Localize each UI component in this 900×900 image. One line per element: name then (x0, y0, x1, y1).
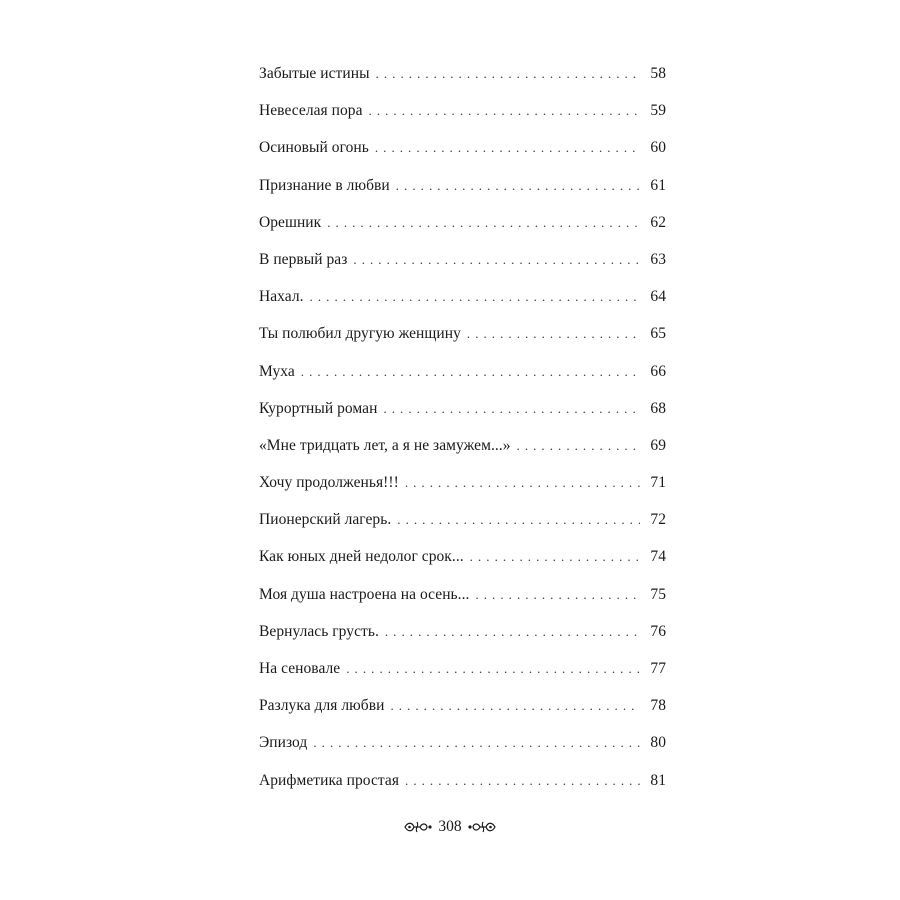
toc-leader-dots (405, 468, 640, 498)
toc-entry-title: Осиновый огонь (259, 139, 369, 157)
toc-entry-title: Эпизод (259, 734, 308, 752)
toc-entry-title: Арифметика простая (259, 771, 400, 789)
toc-entry-page: 65 (650, 325, 666, 343)
toc-entry (259, 282, 666, 319)
toc-entry (259, 394, 666, 431)
toc-entry (259, 691, 666, 728)
toc-entry-page: 63 (650, 250, 666, 268)
toc-entry (259, 468, 666, 505)
toc-leader-dots (375, 133, 640, 163)
table-of-contents (259, 59, 666, 803)
toc-entry-page: 61 (650, 176, 666, 194)
toc-entry (259, 617, 666, 654)
toc-entry (259, 431, 666, 468)
toc-entry-title: В первый раз (259, 250, 348, 268)
toc-entry-page: 58 (650, 65, 666, 82)
toc-entry-title: Пионерский лагерь. (259, 511, 392, 529)
toc-leader-dots (517, 431, 640, 461)
toc-entry (259, 728, 666, 765)
toc-entry-title: Разлука для любви (259, 697, 385, 715)
toc-entry-page: 78 (650, 697, 666, 715)
toc-leader-dots (353, 245, 640, 275)
toc-entry (259, 208, 666, 245)
toc-entry-page: 68 (650, 399, 666, 417)
toc-leader-dots (376, 59, 640, 89)
toc-entry (259, 654, 666, 691)
toc-entry-title: Признание в любви (259, 176, 390, 194)
toc-entry-page: 59 (650, 102, 666, 120)
toc-leader-dots (475, 580, 640, 610)
toc-entry-page: 74 (650, 548, 666, 566)
toc-entry-page: 76 (650, 622, 666, 640)
toc-entry (259, 766, 666, 803)
toc-leader-dots (470, 542, 640, 572)
toc-entry (259, 133, 666, 170)
ornament-right-icon (467, 819, 497, 835)
toc-entry (259, 96, 666, 133)
toc-entry-page: 64 (650, 288, 666, 306)
toc-leader-dots (385, 617, 640, 647)
toc-entry-title: Забытые истины (259, 65, 370, 82)
toc-entry-title: Моя душа настроена на осень... (259, 585, 470, 603)
toc-entry-page: 69 (650, 436, 666, 454)
toc-entry-title: Нахал. (259, 288, 304, 306)
ornament-left-icon (403, 819, 433, 835)
toc-entry (259, 319, 666, 356)
toc-entry-title: Вернулась грусть. (259, 622, 379, 640)
toc-leader-dots (346, 654, 640, 684)
toc-leader-dots (467, 319, 640, 349)
toc-entry-title: Хочу продолженья!!! (259, 474, 399, 492)
toc-leader-dots (301, 357, 640, 387)
toc-leader-dots (369, 96, 640, 126)
toc-entry-page: 71 (650, 474, 666, 492)
toc-leader-dots (396, 171, 640, 201)
toc-entry-page: 66 (650, 362, 666, 380)
toc-leader-dots (397, 505, 640, 535)
toc-leader-dots (313, 728, 640, 758)
toc-entry (259, 542, 666, 579)
toc-leader-dots (383, 394, 640, 424)
toc-entry-page: 72 (650, 511, 666, 529)
page-number: 308 (438, 818, 462, 835)
toc-entry-page: 60 (650, 139, 666, 157)
toc-entry-title: Курортный роман (259, 399, 378, 417)
toc-entry (259, 357, 666, 394)
toc-entry-page: 80 (650, 734, 666, 752)
toc-entry (259, 505, 666, 542)
toc-leader-dots (390, 691, 640, 721)
toc-entry-page: 77 (650, 660, 666, 677)
toc-entry-title: Орешник (259, 213, 322, 231)
toc-entry (259, 171, 666, 208)
toc-entry-title: Как юных дней недолог срок... (259, 548, 464, 566)
toc-entry (259, 580, 666, 617)
toc-leader-dots (327, 208, 640, 238)
toc-entry-title: «Мне тридцать лет, а я не замужем...» (259, 436, 511, 454)
toc-entry (259, 59, 666, 96)
toc-entry-title: Невеселая пора (259, 102, 363, 120)
toc-entry-page: 81 (650, 771, 666, 789)
toc-leader-dots (310, 282, 640, 312)
toc-entry-page: 62 (650, 213, 666, 231)
toc-entry-title: На сеновале (259, 660, 341, 677)
page-folio (0, 818, 900, 836)
toc-entry-page: 75 (650, 585, 666, 603)
toc-entry (259, 245, 666, 282)
toc-entry-title: Ты полюбил другую женщину (259, 325, 461, 343)
toc-leader-dots (405, 766, 640, 796)
toc-entry-title: Муха (259, 362, 295, 380)
